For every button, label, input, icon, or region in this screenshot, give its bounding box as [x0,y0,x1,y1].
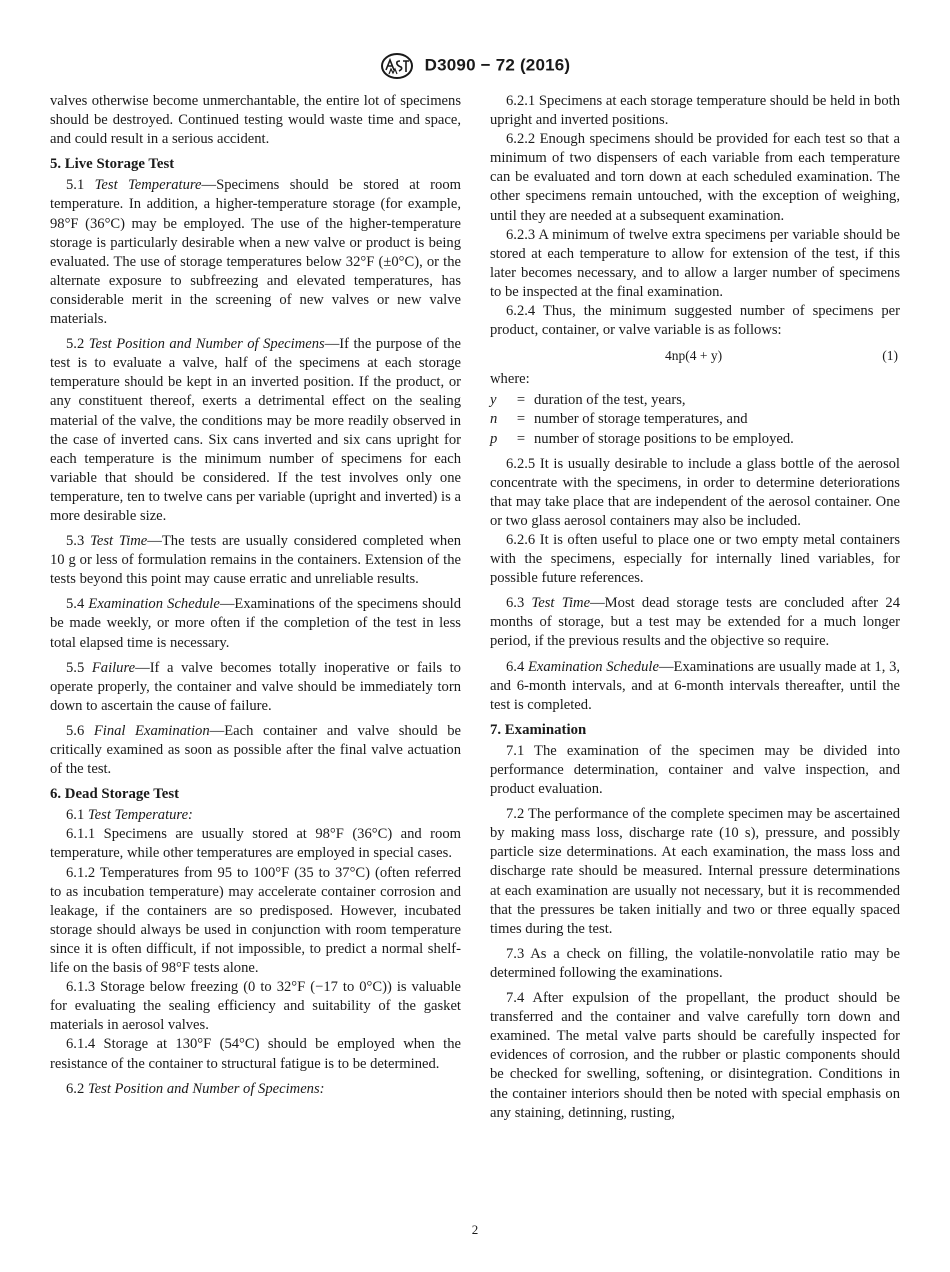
left-column [50,92,461,1099]
equation-number: (1) [882,348,898,364]
paragraph-6-4: 6.4 Examination Schedule—Examinations are usually made at 1, 3, and 6-month intervals, and at 6-month intervals thereafter, until the test is completed. [490,658,901,713]
paragraph-5-1: 5.1 Test Temperature—Specimens should be stored at room temperature. In addition, a higher-temperature storage (for example, 98°F (36°C) may be employed. The use of the higher-temperature storage is particularly desirable when a new valve or product is being evaluated. The use of storage temperatures below 32°F (±0°C), or the alternate exposure to subfreezing and elevated temperatures, has considerable merit in the screening of new valves or new valve materials. [50,177,461,328]
equation-expression: 4np(4 + y) [665,348,723,364]
paragraph-6-2-4: 6.2.4 Thus, the minimum suggested number of specimens per product, container, or valve variable is as follows: [490,303,900,339]
paragraph-6-2: 6.2 Test Position and Number of Specimens: [66,1080,325,1097]
paragraph-7-2: 7.2 The performance of the complete specimen may be ascertained by making mass loss, discharge rate (10 s), pressure, and possibly particle size determinations. At each examination, the mass loss and discharge rate should be measured. Internal pressure determinations at each examination are usually not necessary, but it is recommended that the pressures be taken initially and two or three equally spaced times during the test. [490,806,900,937]
paragraph: valves otherwise become unmerchantable, the entire lot of specimens should be destroyed. Continued testing would waste time and space, and could result in a serious accident. [50,93,461,148]
document-header [0,52,950,80]
paragraph-7-3: 7.3 As a check on filling, the volatile-nonvolatile ratio may be determined following the examinations. [490,945,900,981]
section-heading: 6. Dead Storage Test [50,786,180,803]
definition-row: p = number of storage positions to be employed. [490,430,794,447]
paragraph-6-1-3: 6.1.3 Storage below freezing (0 to 32°F (−17 to 0°C)) is valuable for evaluating the sealing efficiency and suitability of the gasket materials in aerosol valves. [50,979,461,1034]
paragraph-6-2-1: 6.2.1 Specimens at each storage temperature should be held in both upright and inverted positions. [490,93,900,129]
paragraph-6-1: 6.1 Test Temperature: [66,807,193,824]
paragraph-5-6: 5.6 Final Examination—Each container and valve should be critically examined as soon as possible after the final valve actuation of the test. [50,722,461,778]
document-designation: D3090 − 72 (2016) [424,55,571,75]
paragraph-6-2-5: 6.2.5 It is usually desirable to include a glass bottle of the aerosol concentrate with the specimens, in order to determine deteriorations that may take place that are independent of the aerosol container. One or two glass aerosol containers may also be included. [490,455,900,529]
page-number: 2 [471,1222,479,1237]
paragraph-6-2-2: 6.2.2 Enough specimens should be provided for each test so that a minimum of two dispensers of each variable from each temperature can be evaluated and torn down at each scheduled examination. The other specimens remain untouched, with the exception of weighing, until they are needed at a subsequent examination. [490,131,900,224]
paragraph-6-1-2: 6.1.2 Temperatures from 95 to 100°F (35 to 37°C) (often referred to as incubation temperature) may accelerate container corrosion and leakage, if the containers are so predisposed. However, incubated storage should always be used in conjunction with room temperature since it is often difficult, if not impossible, to predict a normal shelf-life on the basis of 98°F tests alone. [50,864,461,977]
right-column [490,92,900,1123]
definition-row: y = duration of the test, years, [490,392,686,409]
paragraph-6-1-1: 6.1.1 Specimens are usually stored at 98°F (36°C) and room temperature, while other temperatures are employed in special cases. [50,826,461,862]
paragraph-6-2-3: 6.2.3 A minimum of twelve extra specimens per variable should be stored at each temperature to allow for extension of the test, if this later becomes necessary, and to allow a larger number of specimens to be inspected at the final examination. [490,226,900,300]
equation-1 [490,346,900,366]
paragraph-7-4: 7.4 After expulsion of the propellant, the product should be transferred and the container and valve carefully torn down and examined. The metal valve parts should be carefully inspected for evidences of corrosion, and the rubber or plastic components should be checked for swelling, softening, or disintegration. Conditions in the container interiors should then be noted with special emphasis on any staining, detinning, rusting, [490,990,900,1121]
paragraph-6-3: 6.3 Test Time—Most dead storage tests are concluded after 24 months of storage, but a test may be extended for a much longer period, if the previous results and the objective so require. [490,595,900,650]
section-heading: 7. Examination [490,721,587,738]
paragraph-5-2: 5.2 Test Position and Number of Specimens—If the purpose of the test is to evaluate a valve, half of the specimens at each storage temperature should be kept in an inverted position. If the product, or any constituent thereof, exerts a detrimental effect on the sealing material of the valve, the conditions may be more readily observed in the case of inverted cans. Six cans inverted and six cans upright for each temperature is the minimum number of specimens for each variable that should be considered. If the test involves only one temperature, ten to twelve cans per variable (upright and inverted) is a more desirable size. [50,336,461,524]
where-label: where: [490,371,530,388]
paragraph-5-5: 5.5 Failure—If a valve becomes totally inoperative or fails to operate properly, the container and valve should be immediately torn down to ascertain the cause of failure. [50,659,461,714]
paragraph-7-1: 7.1 The examination of the specimen may be divided into performance determination, container and valve inspection, and product evaluation. [490,742,900,798]
section-heading: 5. Live Storage Test [50,156,175,173]
definition-row: n = number of storage temperatures, and [490,411,748,428]
variable-definitions [490,391,900,448]
paragraph-5-4: 5.4 Examination Schedule—Examinations of the specimens should be made weekly, or more often if the completion of the test in less total elapsed time is necessary. [50,596,461,651]
paragraph-6-2-6: 6.2.6 It is often useful to place one or two empty metal containers with the specimens, especially for internally lined variables, for possible future references. [490,531,900,587]
paragraph-5-3: 5.3 Test Time—The tests are usually considered completed when 10 g or less of formulation remains in the containers. Extension of the tests beyond this point may cause erratic and unreliable results. [50,533,461,588]
astm-logo-icon [380,52,414,80]
paragraph-6-1-4: 6.1.4 Storage at 130°F (54°C) should be employed when the resistance of the container to structural fatigue is to be determined. [50,1036,461,1072]
